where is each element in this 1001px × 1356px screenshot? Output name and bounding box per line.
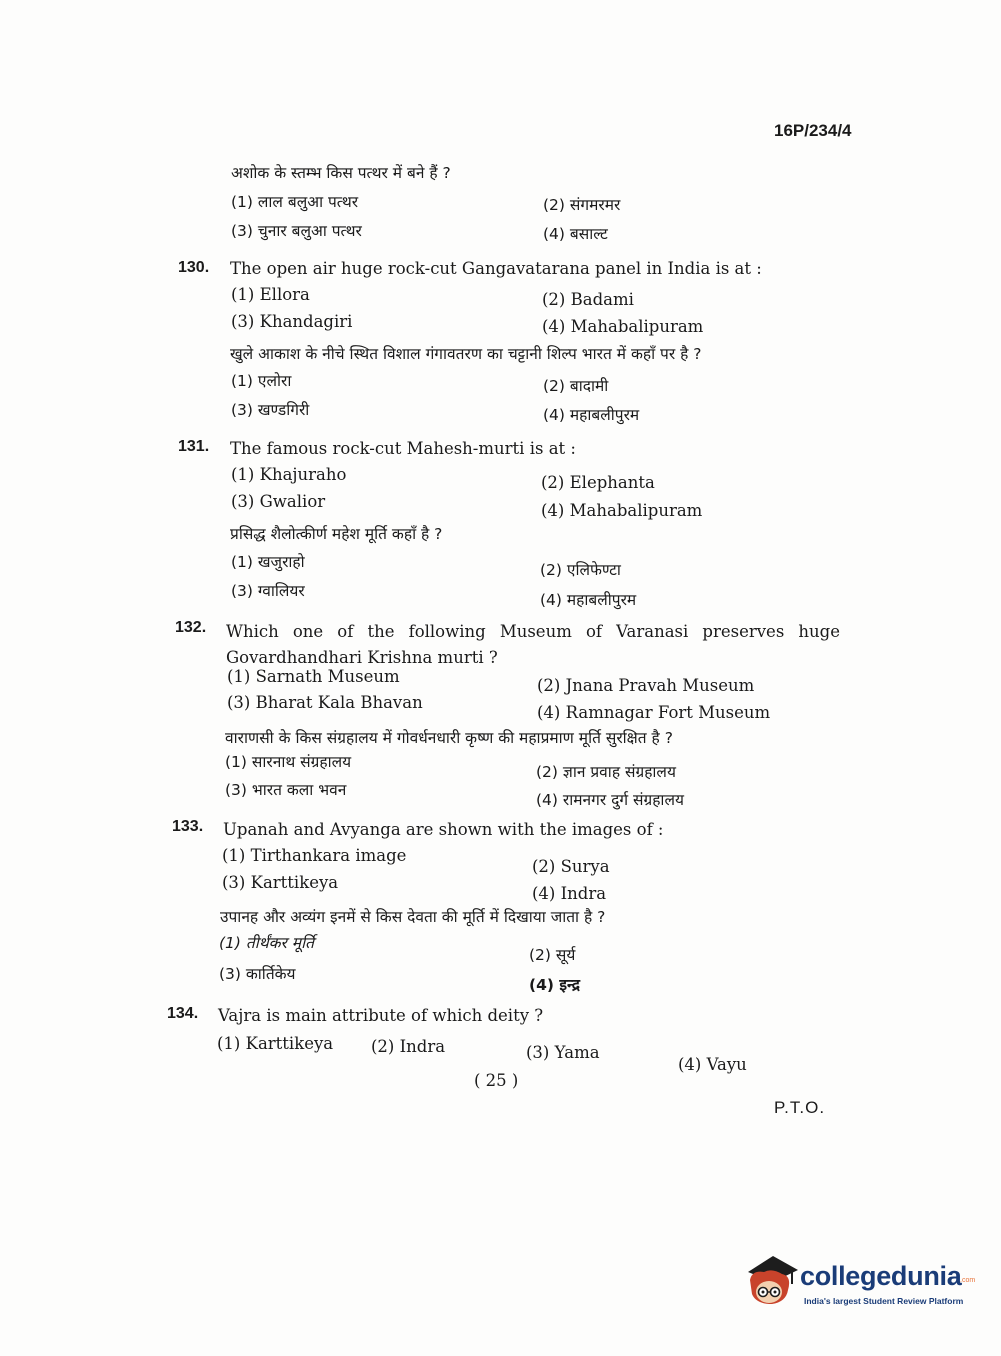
- q130-hindi-option-2: (2) बादामी: [543, 377, 609, 395]
- q132-question-line1: Which one of the following Museum of Varanasi preserves huge: [226, 622, 840, 641]
- pto-label: P.T.O.: [774, 1098, 826, 1117]
- q131-question: The famous rock-cut Mahesh-murti is at :: [230, 439, 576, 458]
- brand-tagline: India's largest Student Review Platform: [804, 1296, 964, 1306]
- q132-option-2: (2) Jnana Pravah Museum: [537, 676, 755, 695]
- q133-hindi-option-2: (2) सूर्य: [529, 946, 576, 964]
- q129-hindi-option-3: (3) चुनार बलुआ पत्थर: [231, 222, 362, 240]
- q132-hindi-option-2: (2) ज्ञान प्रवाह संग्रहालय: [536, 763, 676, 781]
- q130-option-2: (2) Badami: [542, 290, 634, 309]
- q133-hindi-option-1: (1) तीर्थंकर मूर्ति: [219, 934, 314, 952]
- brand-suffix: .com: [960, 1277, 976, 1284]
- q132-question-line2: Govardhandhari Krishna murti ?: [226, 648, 498, 667]
- q133-hindi-question: उपानह और अव्यंग इनमें से किस देवता की मूर्ति में दिखाया जाता है ?: [220, 908, 606, 926]
- q130-option-4: (4) Mahabalipuram: [542, 317, 704, 336]
- q133-hindi-option-4: (4) इन्द्र: [529, 976, 580, 994]
- q134-number: 134.: [167, 1005, 199, 1022]
- q131-hindi-option-3: (3) ग्वालियर: [231, 582, 305, 600]
- q130-hindi-option-3: (3) खण्डगिरी: [231, 401, 310, 419]
- brand-name: collegedunia: [800, 1261, 962, 1291]
- q132-hindi-option-1: (1) सारनाथ संग्रहालय: [225, 753, 352, 771]
- q134-option-4: (4) Vayu: [678, 1055, 747, 1074]
- q134-question: Vajra is main attribute of which deity ?: [218, 1006, 544, 1025]
- mascot-icon: [742, 1250, 800, 1308]
- q130-hindi-option-4: (4) महाबलीपुरम: [543, 406, 640, 424]
- q133-question: Upanah and Avyanga are shown with the images of :: [223, 820, 664, 839]
- q134-option-2: (2) Indra: [371, 1037, 446, 1056]
- q132-option-4: (4) Ramnagar Fort Museum: [537, 703, 771, 722]
- q131-option-4: (4) Mahabalipuram: [541, 501, 703, 520]
- q130-number: 130.: [178, 259, 210, 276]
- collegedunia-watermark: [742, 1250, 976, 1310]
- q129-hindi-option-4: (4) बसाल्ट: [543, 225, 608, 243]
- q131-hindi-option-1: (1) खजुराहो: [231, 553, 305, 571]
- q132-option-1: (1) Sarnath Museum: [227, 667, 400, 686]
- page-number: ( 25 ): [474, 1071, 519, 1090]
- q131-option-1: (1) Khajuraho: [231, 465, 347, 484]
- q130-question: The open air huge rock-cut Gangavatarana panel in India is at :: [230, 259, 762, 278]
- q129-hindi-option-1: (1) लाल बलुआ पत्थर: [231, 193, 359, 211]
- q132-number: 132.: [175, 619, 207, 636]
- paper-code: 16P/234/4: [774, 121, 852, 140]
- q132-option-3: (3) Bharat Kala Bhavan: [227, 693, 423, 712]
- q130-hindi-option-1: (1) एलोरा: [231, 372, 292, 390]
- q133-option-2: (2) Surya: [532, 857, 610, 876]
- q132-hindi-option-3: (3) भारत कला भवन: [225, 781, 347, 799]
- q132-hindi-option-4: (4) रामनगर दुर्ग संग्रहालय: [536, 791, 684, 809]
- q131-hindi-option-4: (4) महाबलीपुरम: [540, 591, 637, 609]
- q130-option-1: (1) Ellora: [231, 285, 310, 304]
- q133-hindi-option-3: (3) कार्तिकेय: [219, 965, 296, 983]
- q134-option-3: (3) Yama: [526, 1043, 600, 1062]
- q129-hindi-option-2: (2) संगमरमर: [543, 196, 621, 214]
- q133-option-4: (4) Indra: [532, 884, 607, 903]
- q131-hindi-question: प्रसिद्ध शैलोत्कीर्ण महेश मूर्ति कहाँ है ?: [230, 525, 443, 543]
- q133-number: 133.: [172, 818, 204, 835]
- q133-option-1: (1) Tirthankara image: [222, 846, 407, 865]
- q132-hindi-question: वाराणसी के किस संग्रहालय में गोवर्धनधारी कृष्ण की महाप्रमाण मूर्ति सुरक्षित है ?: [225, 729, 673, 747]
- q131-number: 131.: [178, 438, 210, 455]
- q131-option-3: (3) Gwalior: [231, 492, 326, 511]
- q134-option-1: (1) Karttikeya: [217, 1034, 334, 1053]
- q130-hindi-question: खुले आकाश के नीचे स्थित विशाल गंगावतरण का चट्टानी शिल्प भारत में कहाँ पर है ?: [230, 345, 702, 363]
- q130-option-3: (3) Khandagiri: [231, 312, 353, 331]
- q131-hindi-option-2: (2) एलिफेण्टा: [540, 561, 621, 579]
- q133-option-3: (3) Karttikeya: [222, 873, 339, 892]
- q129-hindi-question: अशोक के स्तम्भ किस पत्थर में बने हैं ?: [231, 164, 451, 182]
- q131-option-2: (2) Elephanta: [541, 473, 655, 492]
